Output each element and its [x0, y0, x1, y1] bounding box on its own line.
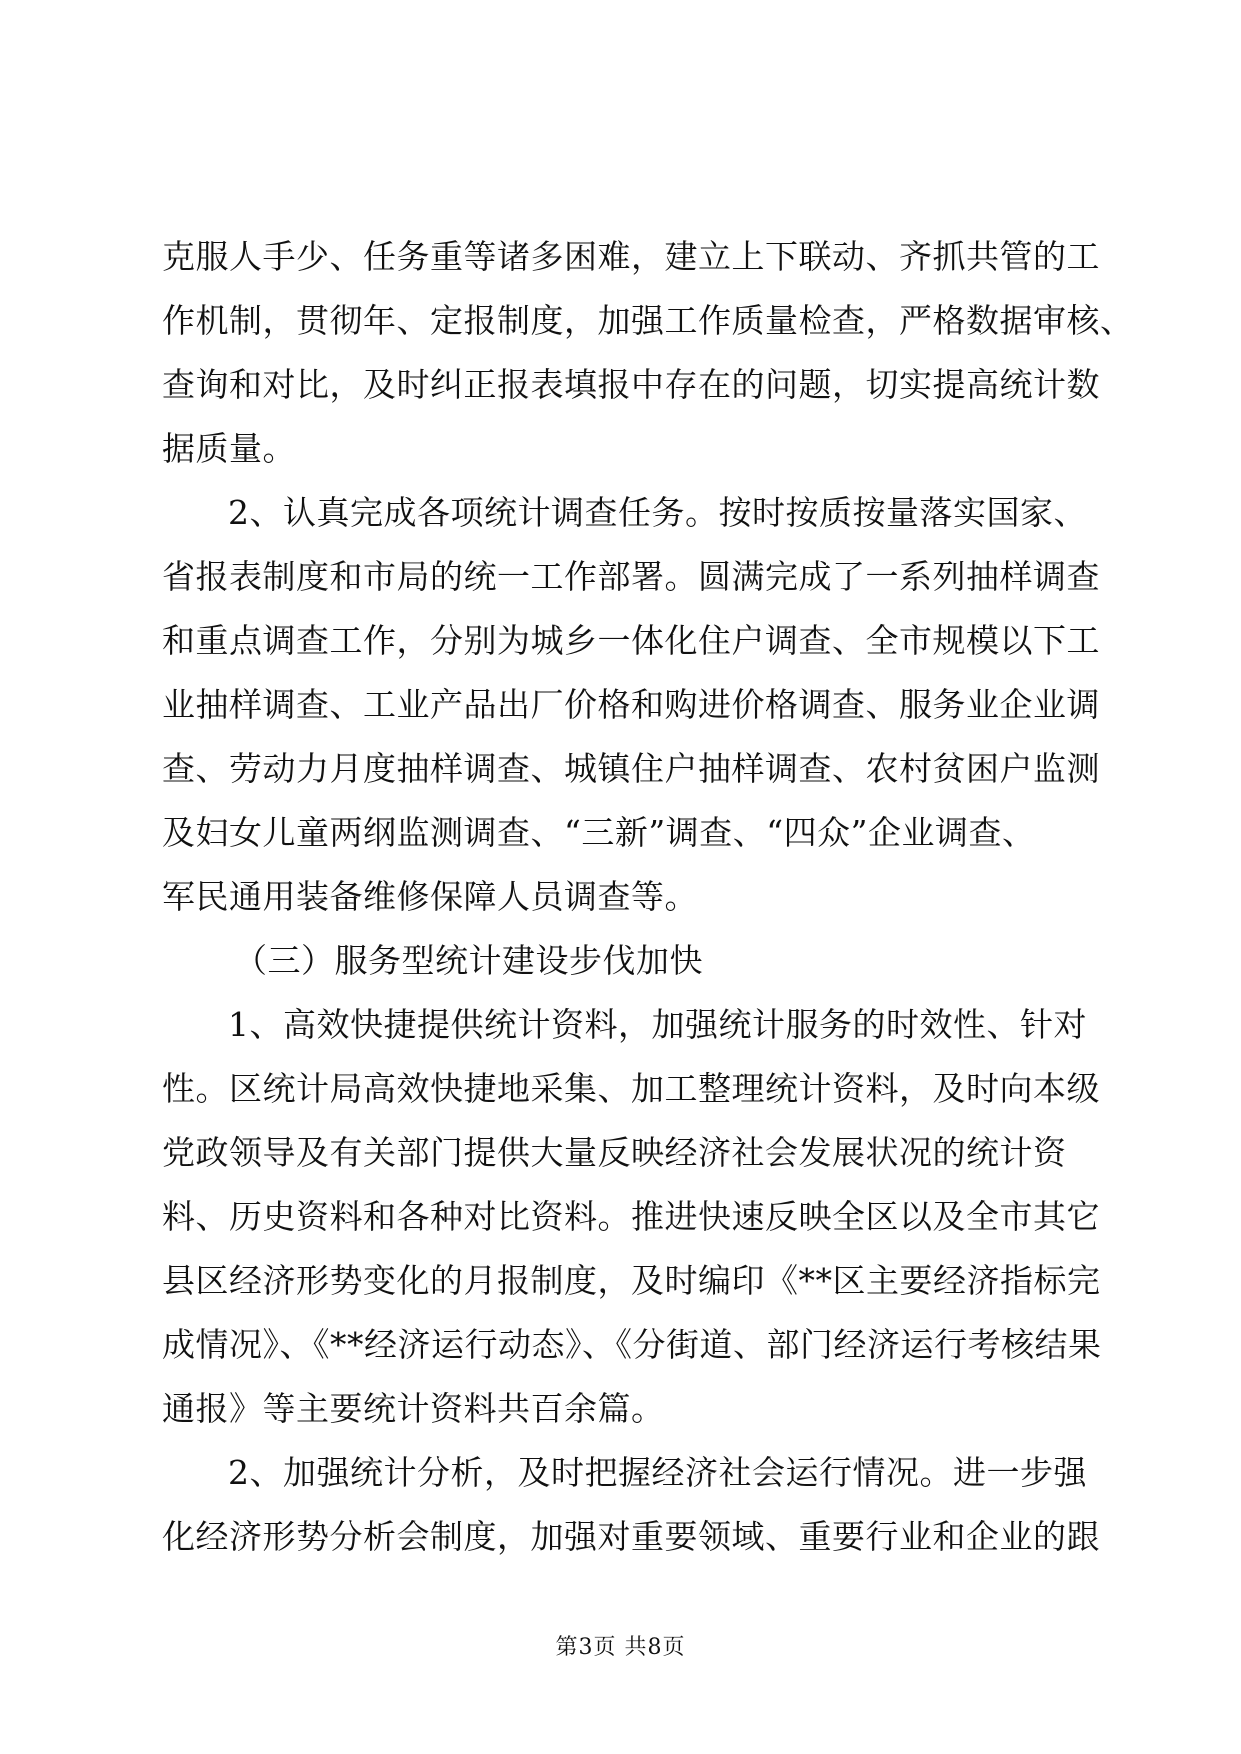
- document-body: [162, 225, 1134, 1569]
- paragraph-start-line: 2、加强统计分析，及时把握经济社会运行情况。进一步强: [228, 1453, 1087, 1492]
- text-line: 业抽样调查、工业产品出厂价格和购进价格调查、服务业企业调: [162, 685, 1100, 724]
- text-line: 料、历史资料和各种对比资料。推进快速反映全区以及全市其它: [162, 1197, 1100, 1236]
- text-line: 化经济形势分析会制度，加强对重要领域、重要行业和企业的跟: [162, 1517, 1100, 1556]
- text-line: 军民通用装备维修保障人员调查等。: [162, 877, 698, 916]
- text-line: 查询和对比，及时纠正报表填报中存在的问题，切实提高统计数: [162, 365, 1100, 404]
- text-line: 和重点调查工作，分别为城乡一体化住户调查、全市规模以下工: [162, 621, 1100, 660]
- section-heading: （三）服务型统计建设步伐加快: [234, 941, 703, 980]
- text-line: 性。区统计局高效快捷地采集、加工整理统计资料，及时向本级: [162, 1069, 1100, 1108]
- page-number-footer: 第3页 共8页: [555, 1635, 686, 1660]
- text-line: 通报》等主要统计资料共百余篇。: [162, 1389, 665, 1428]
- text-line: 成情况》、《**经济运行动态》、《分街道、部门经济运行考核结果: [162, 1325, 1102, 1364]
- text-line: 县区经济形势变化的月报制度，及时编印《**区主要经济指标完: [162, 1261, 1101, 1300]
- paragraph-start-line: 1、高效快捷提供统计资料，加强统计服务的时效性、针对: [228, 1005, 1087, 1044]
- paragraph-start-line: 2、认真完成各项统计调查任务。按时按质按量落实国家、: [228, 493, 1087, 532]
- text-line: 作机制，贯彻年、定报制度，加强工作质量检查，严格数据审核、: [162, 301, 1134, 340]
- text-line: 克服人手少、任务重等诸多困难，建立上下联动、齐抓共管的工: [162, 237, 1100, 276]
- text-line: 查、劳动力月度抽样调查、城镇住户抽样调查、农村贫困户监测: [162, 749, 1100, 788]
- text-line: 及妇女儿童两纲监测调查、“三新”调查、“四众”企业调查、: [162, 813, 1036, 852]
- text-line: 党政领导及有关部门提供大量反映经济社会发展状况的统计资: [162, 1133, 1067, 1172]
- text-line: 据质量。: [162, 429, 296, 468]
- text-line: 省报表制度和市局的统一工作部署。圆满完成了一系列抽样调查: [162, 557, 1100, 596]
